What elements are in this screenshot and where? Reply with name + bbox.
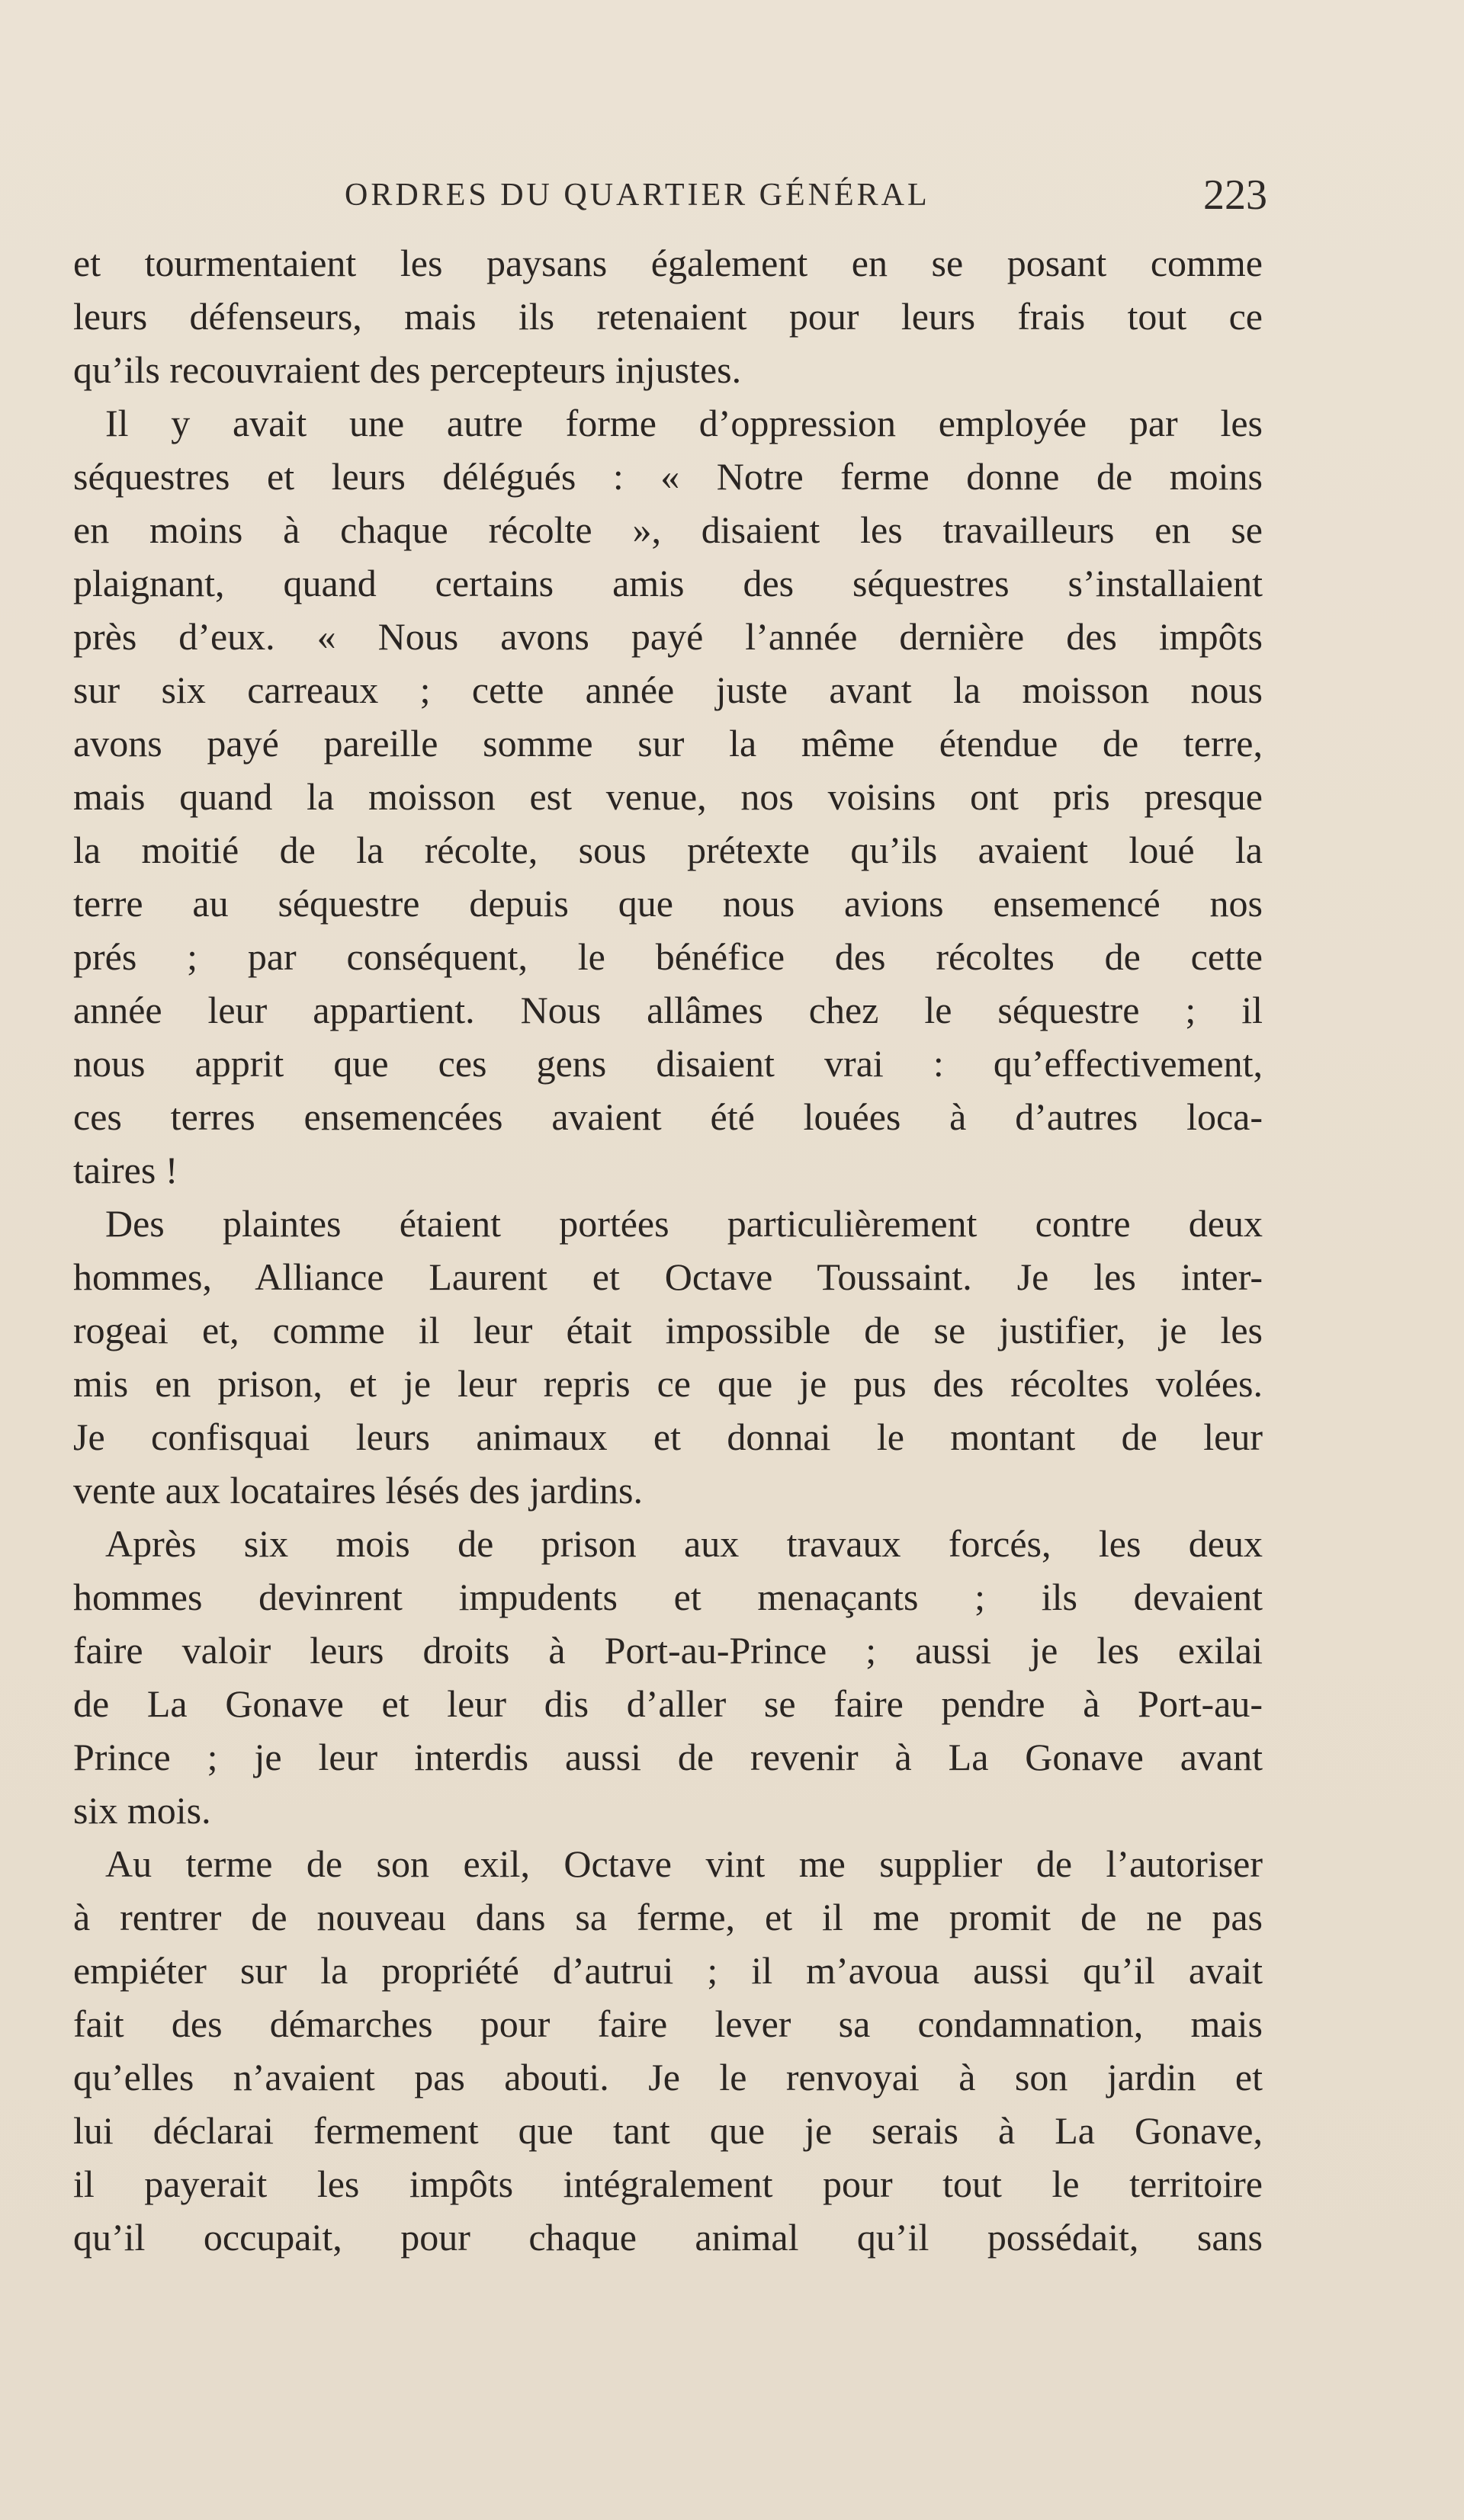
text-line: à rentrer de nouveau dans sa ferme, et il me promit de ne pas bbox=[73, 1896, 1263, 1938]
text-line: mis en prison, et je leur repris ce que je pus des récoltes volées. bbox=[73, 1362, 1263, 1405]
text-line: plaignant, quand certains amis des séquestres s’installaient bbox=[73, 562, 1263, 604]
text-line: hommes, Alliance Laurent et Octave Toussaint. Je les inter- bbox=[73, 1255, 1263, 1298]
text-line: année leur appartient. Nous allâmes chez le séquestre ; il bbox=[73, 989, 1263, 1031]
text-line: lui déclarai fermement que tant que je serais à La Gonave, bbox=[73, 2109, 1263, 2152]
text-line: terre au séquestre depuis que nous avions ensemencé nos bbox=[73, 882, 1263, 925]
text-line: prés ; par conséquent, le bénéfice des récoltes de cette bbox=[73, 935, 1263, 978]
text-line: leurs défenseurs, mais ils retenaient pour leurs frais tout ce bbox=[73, 295, 1263, 338]
text-line: qu’il occupait, pour chaque animal qu’il possédait, sans bbox=[73, 2216, 1263, 2259]
text-line: mais quand la moisson est venue, nos voisins ont pris presque bbox=[73, 775, 1263, 818]
text-line: Des plaintes étaient portées particulièrement contre deux bbox=[105, 1202, 1263, 1245]
text-line: ces terres ensemencées avaient été louées à d’autres loca- bbox=[73, 1095, 1263, 1138]
text-line: près d’eux. « Nous avons payé l’année dernière des impôts bbox=[73, 615, 1263, 658]
text-line: la moitié de la récolte, sous prétexte qu’ils avaient loué la bbox=[73, 829, 1263, 871]
text-line: il payerait les impôts intégralement pour tout le territoire bbox=[73, 2163, 1263, 2205]
running-title: ORDRES DU QUARTIER GÉNÉRAL bbox=[345, 178, 930, 213]
text-line: avons payé pareille somme sur la même étendue de terre, bbox=[73, 722, 1263, 765]
text-line: faire valoir leurs droits à Port-au-Prince ; aussi je les exilai bbox=[73, 1629, 1263, 1672]
text-line: empiéter sur la propriété d’autrui ; il m’avoua aussi qu’il avait bbox=[73, 1949, 1263, 1992]
page-number: 223 bbox=[1203, 172, 1267, 219]
text-line: qu’ils recouvraient des percepteurs injustes. bbox=[73, 348, 742, 391]
body-text bbox=[73, 236, 1263, 2264]
text-line: Au terme de son exil, Octave vint me supplier de l’autoriser bbox=[105, 1842, 1263, 1885]
text-line: six mois. bbox=[73, 1789, 211, 1832]
text-line: hommes devinrent impudents et menaçants ; ils devaient bbox=[73, 1576, 1263, 1618]
text-line: Il y avait une autre forme d’oppression employée par les bbox=[105, 402, 1263, 444]
text-line: nous apprit que ces gens disaient vrai : qu’effectivement, bbox=[73, 1042, 1263, 1085]
text-line: Après six mois de prison aux travaux forcés, les deux bbox=[105, 1522, 1263, 1565]
text-line: et tourmentaient les paysans également en se posant comme bbox=[73, 242, 1263, 284]
text-line: sur six carreaux ; cette année juste avant la moisson nous bbox=[73, 668, 1263, 711]
text-line: en moins à chaque récolte », disaient les travailleurs en se bbox=[73, 508, 1263, 551]
text-line: séquestres et leurs délégués : « Notre ferme donne de moins bbox=[73, 455, 1263, 498]
text-line: taires ! bbox=[73, 1149, 178, 1191]
text-line: rogeai et, comme il leur était impossible de se justifier, je les bbox=[73, 1309, 1263, 1351]
text-line: de La Gonave et leur dis d’aller se faire pendre à Port-au- bbox=[73, 1682, 1263, 1725]
running-head bbox=[345, 171, 1267, 220]
text-line: vente aux locataires lésés des jardins. bbox=[73, 1469, 643, 1512]
text-line: qu’elles n’avaient pas abouti. Je le renvoyai à son jardin et bbox=[73, 2056, 1263, 2098]
text-line: Je confisquai leurs animaux et donnai le montant de leur bbox=[73, 1415, 1263, 1458]
text-line: fait des démarches pour faire lever sa condamnation, mais bbox=[73, 2002, 1263, 2045]
text-line: Prince ; je leur interdis aussi de revenir à La Gonave avant bbox=[73, 1736, 1263, 1778]
